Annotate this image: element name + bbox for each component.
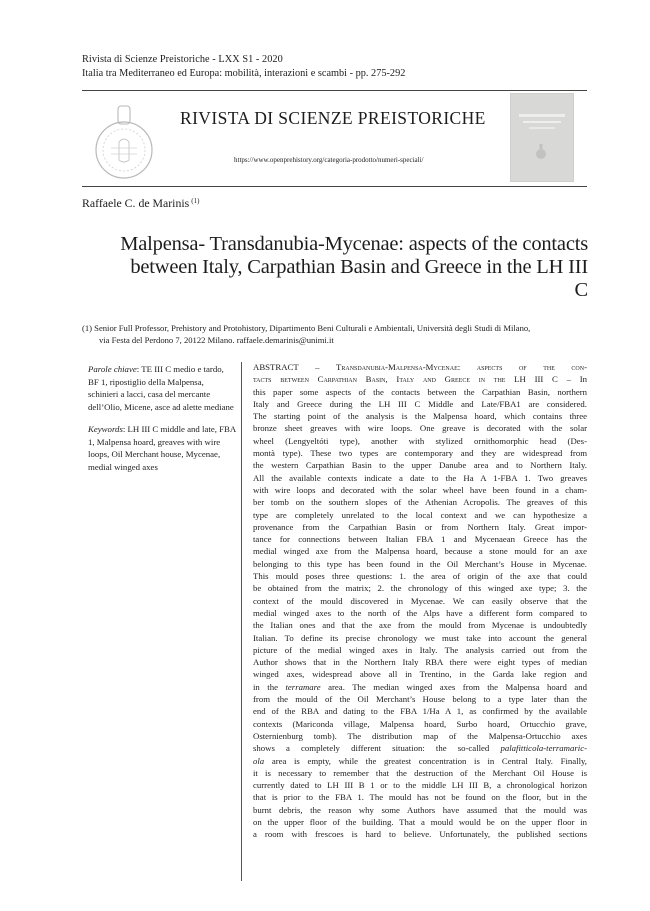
journal-cover-thumbnail	[510, 93, 574, 182]
abstract-line	[253, 533, 587, 545]
cover-subtitle-bar	[523, 121, 561, 123]
abstract-line	[253, 472, 587, 484]
abstract-text: Author shows that in the Northern Italy RBA there were eight types of median	[253, 657, 587, 668]
abstract-text: bronze sheet greaves with wire loops. One greave is decorated with the solar	[253, 423, 587, 434]
abstract-line	[253, 632, 587, 644]
abstract-text: winged axes, widespread above all in Trentino, in the Garda lake region and	[253, 669, 587, 680]
abstract-line	[253, 644, 587, 656]
abstract-italic-term: terramare	[285, 681, 321, 692]
journal-emblem-icon	[93, 102, 155, 182]
abstract-line	[253, 459, 587, 471]
abstract-text: a room with frescoes is hard to believe. Unfortunately, the published sections	[253, 829, 587, 840]
keywords-sidebar	[88, 363, 236, 483]
abstract-text: type are completely unrelated to the local context and we can hypothesize a	[253, 509, 587, 520]
abstract-line	[253, 718, 587, 730]
abstract-text: that is prior to the FBA 1. The mould has not be found on the floor, but in the	[253, 792, 587, 803]
abstract-line	[253, 816, 587, 828]
abstract-line	[253, 595, 587, 607]
abstract-line	[253, 386, 587, 398]
abstract-text: ber tomb on the southern slopes of the Athenian Acropolis. The greaves of this	[253, 497, 587, 508]
abstract-line	[253, 755, 587, 767]
journal-title: RIVISTA DI SCIENZE PREISTORICHE	[180, 108, 486, 128]
journal-url[interactable]: https://www.openprehistory.org/categoria-prodotto/numeri-speciali/	[234, 156, 424, 164]
abstract-line	[253, 730, 587, 742]
keywords-italian-text: : TE III C medio e tardo, BF 1, ripostiglio della Malpensa, schinieri a lacci, casa del mercante dell’Olio, Micene, asce ad alette mediane	[88, 364, 234, 413]
abstract-line	[253, 410, 587, 422]
abstract-line	[253, 558, 587, 570]
abstract-line	[253, 742, 587, 754]
abstract-line	[253, 447, 587, 459]
abstract-text: The starting point of the analysis is the Malpensa hoard, which contains three	[253, 411, 587, 422]
abstract-italic-term: palafitticola-terramaric-	[500, 743, 587, 754]
abstract-text: area. The median winged axes from the Malpensa hoard and	[320, 681, 587, 692]
abstract-line	[253, 779, 587, 791]
keywords-english-text: : LH III C middle and late, FBA 1, Malpensa hoard, greaves with wire loops, Oil Merchant house, Mycenae, medial winged axes	[88, 423, 236, 472]
abstract-line	[253, 791, 587, 803]
abstract-text: it is necessary to remember that the destruction of the Merchant Oil House is	[253, 767, 587, 778]
abstract-text: context of the mould discovered in Mycenae. We can easily observe that the	[253, 595, 587, 606]
keywords-english	[88, 423, 236, 474]
abstract-line	[253, 435, 587, 447]
abstract-text: medial winged axes to the north of the Alps have a different form compared to	[253, 607, 587, 618]
abstract-text: on the upper floor of the building. That a mould would be on the upper floor in	[253, 816, 587, 827]
author-note-ref: (1)	[191, 197, 200, 205]
article-title	[112, 233, 588, 302]
abstract-line	[253, 705, 587, 717]
abstract-text: wheel (Lengyeltóti type), another with stylized ornithomorphic head (Des-	[253, 435, 587, 446]
abstract-text: currently dated to LH III B 1 or to the middle LH III B, a chronological horizon	[253, 780, 587, 791]
abstract-line	[253, 509, 587, 521]
abstract-text: medial winged axe from the Malpensa hoard, because a stone mould for an axe	[253, 546, 587, 557]
abstract-text: tance for connections between Italian FBA 1 and Mycenaean Greece has the	[253, 534, 587, 545]
abstract-text: area is empty, while the greatest concentration is in Central Italy. Finally,	[264, 755, 587, 766]
abstract-text: All the available contexts indicate a date to the Ha A 1-FBA 1. Two greaves	[253, 472, 587, 483]
abstract-text: provenance from the Carpathian Basin or from Northern Italy. Great impor-	[253, 521, 587, 532]
author-name-text: Raffaele C. de Marinis	[82, 196, 190, 210]
abstract-text: This mould poses three questions: 1. the area of origin of the axe that could	[253, 571, 587, 582]
abstract-line	[253, 828, 587, 840]
abstract-text: in the	[253, 681, 286, 692]
abstract-text: – In	[557, 374, 587, 385]
abstract-text: this paper some aspects of the contacts between the Carpathian Basin, northern	[253, 386, 587, 397]
abstract-italic-term: ola	[253, 755, 265, 766]
abstract-text: end of the RBA and dating to the FBA 1/Ha A 1, as confirmed by the available	[253, 706, 587, 717]
abstract-line	[253, 656, 587, 668]
keywords-italian-label: Parole chiave	[88, 364, 137, 374]
author-name	[82, 196, 199, 211]
affiliation-line: (1) Senior Full Professor, Prehistory and Protohistory, Dipartimento Beni Culturali e Ambientali, Università degli Studi di Milano,	[82, 323, 531, 333]
abstract-label: ABSTRACT –	[253, 362, 337, 372]
abstract-text: burnt debris, the reason why some Authors have assumed that the mould was	[253, 804, 587, 815]
abstract-line	[253, 693, 587, 705]
abstract-text: shows a completely different situation: the so-called	[253, 743, 501, 754]
article-title-line: Malpensa- Transdanubia-Mycenae: aspects of the contacts	[120, 233, 588, 255]
abstract-text: belonging to this type has been found in the Oil Merchant’s House in Mycenae.	[253, 558, 587, 569]
abstract-line	[253, 496, 587, 508]
abstract-line	[253, 619, 587, 631]
abstract-line	[253, 545, 587, 557]
abstract-text: montà type). These two types are contemporary and they are widespread from	[253, 448, 587, 459]
abstract-line	[253, 804, 587, 816]
article-title-line: between Italy, Carpathian Basin and Greece in the LH III C	[130, 256, 588, 301]
abstract-text: the Italian ones and that the axe from the mould from Mycenae is undoubtedly	[253, 620, 587, 631]
abstract-line	[253, 582, 587, 594]
abstract-line	[253, 607, 587, 619]
abstract-text: with wire loops and decorated with the solar wheel have been found in a cham-	[253, 484, 587, 495]
volume-title-line: Italia tra Mediterraneo ed Europa: mobilità, interazioni e scambi - pp. 275-292	[82, 68, 406, 79]
keywords-italian	[88, 363, 236, 414]
affiliation-line: via Festa del Perdono 7, 20122 Milano. raffaele.demarinis@unimi.it	[99, 335, 334, 345]
cover-emblem-icon	[535, 144, 547, 160]
abstract-line	[253, 373, 587, 385]
abstract-line	[253, 361, 587, 373]
abstract-text: Italy and Greece during the LH III C Middle and Late/FBA1 are considered.	[253, 398, 587, 409]
abstract-text: from the mould of the Oil Merchant’s House belong to a type later than the	[253, 694, 587, 705]
abstract-title-text: Transdanubia-Malpensa-Mycenae: aspects of the con-	[336, 362, 587, 372]
abstract-line	[253, 398, 587, 410]
author-affiliation	[82, 322, 590, 346]
abstract-line	[253, 521, 587, 533]
keywords-english-label: Keywords	[88, 423, 123, 434]
abstract-line	[253, 681, 587, 693]
abstract-block	[253, 361, 587, 841]
cover-subtitle-bar	[529, 127, 555, 129]
abstract-text: be obtained from the matrix; 2. the chronology of this winged axe type; 3. the	[253, 583, 587, 594]
abstract-text: the western Carpathian Basin to the upper Danube area and to Northern Italy.	[253, 460, 587, 471]
masthead-top-rule	[82, 90, 587, 91]
abstract-line	[253, 570, 587, 582]
abstract-line	[253, 484, 587, 496]
abstract-text: picture of the medial winged axes in Italy. The analysis carried out from the	[253, 644, 587, 655]
abstract-line	[253, 767, 587, 779]
cover-title-bar	[519, 114, 565, 117]
abstract-line	[253, 668, 587, 680]
abstract-line	[253, 422, 587, 434]
abstract-text: contexts (Mariconda village, Malpensa hoard, Surbo hoard, Ortucchio grave,	[253, 718, 587, 729]
masthead-bottom-rule	[82, 186, 587, 187]
abstract-text: Osternienburg tomb). The distribution map of the Malpensa-Ortucchio axes	[253, 730, 587, 741]
abstract-text: Italian. To define its precise chronology we must take into account the general	[253, 632, 587, 643]
abstract-title-text: tacts between Carpathian Basin, Italy and Greece in the LH III C	[253, 374, 558, 385]
column-divider	[241, 362, 242, 881]
journal-issue-line: Rivista di Scienze Preistoriche - LXX S1 - 2020	[82, 54, 283, 65]
